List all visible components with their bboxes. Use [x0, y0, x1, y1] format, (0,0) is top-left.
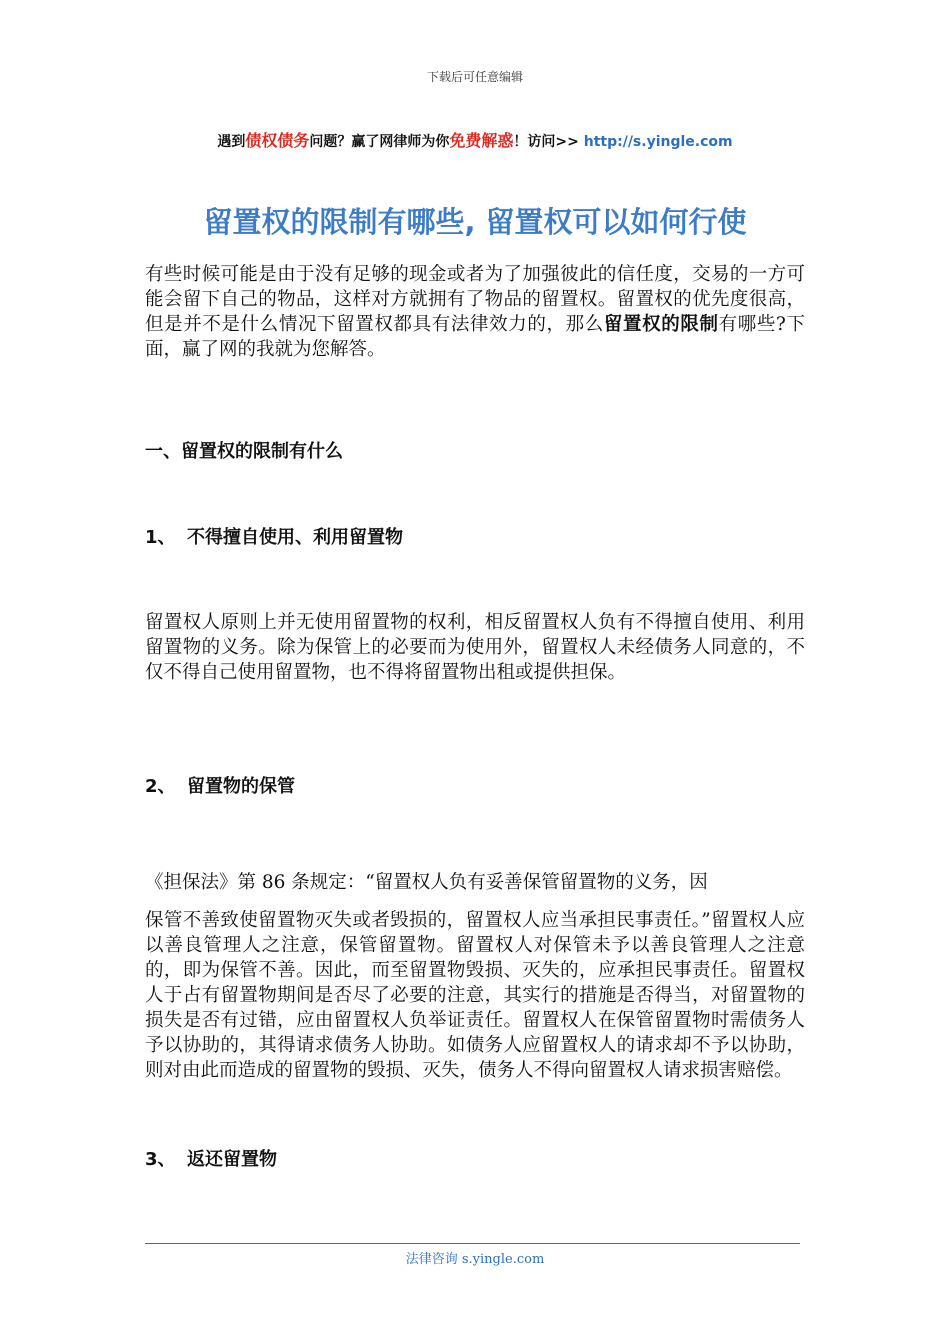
- item-heading-1: [145, 523, 403, 549]
- header-note: 下载后可任意编辑: [426, 70, 523, 84]
- footer-divider: [145, 1243, 800, 1244]
- promo-link[interactable]: http://s.yingle.com: [583, 134, 733, 150]
- item-title: 返还留置物: [187, 1149, 277, 1170]
- section-heading-1: 一、留置权的限制有什么: [145, 441, 343, 462]
- paragraph-text: 保管不善致使留置物灭失或者毁损的，留置权人应当承担民事责任。”留置权人应以善良管理人之注意，保管留置物。留置权人对保管未予以善良管理人之注意的，即为保管不善。因此，而至留置物毁损、灭失的，应承担民事责任。留置权人于占有留置物期间是否尽了必要的注意，其实行的措施是否得当，对留置物的损失是否有过错，应由留置权人负举证责任。留置权人在保管留置物时需债务人予以协助的，其得请求债务人协助。如债务人应留置权人的请求却不予以协助，则对由此而造成的留置物的毁损、灭失，债务人不得向留置权人请求损害赔偿。: [145, 910, 805, 1081]
- item-title: 不得擅自使用、利用留置物: [187, 527, 403, 548]
- intro-bold-term: 留置权的限制: [603, 314, 719, 335]
- item-number: 2、: [145, 776, 176, 797]
- paragraph-2-first-line: [145, 870, 805, 895]
- intro-text: 有哪些?下面，赢了网的我就为您解答。: [145, 314, 805, 360]
- document-title: 留置权的限制有哪些, 留置权可以如何行使: [203, 205, 747, 239]
- promo-banner: [0, 128, 950, 151]
- promo-highlight-debt: 债权债务: [245, 131, 310, 150]
- intro-text: 有些时候可能是由于没有足够的现金或者为了加强彼此的信任度，交易的一方可能会留下自己的物品，这样对方就拥有了物品的留置权。留置权的优先度很高，但是并不是什么情况下留置权都具有法律效力的，那么: [145, 264, 805, 335]
- footer-link[interactable]: 法律咨询 s.yingle.com: [405, 1252, 545, 1267]
- promo-text: 问题？赢了网律师为你: [309, 134, 450, 150]
- item-heading-3: [145, 1145, 277, 1171]
- paragraph-2: [145, 908, 805, 1083]
- item-number: 1、: [145, 527, 176, 548]
- intro-paragraph: [145, 262, 805, 362]
- item-number: 3、: [145, 1149, 176, 1170]
- promo-highlight-free: 免费解惑: [449, 131, 514, 150]
- paragraph-1: [145, 610, 805, 685]
- promo-text: ！访问>>: [513, 134, 584, 150]
- item-heading-2: [145, 772, 295, 798]
- paragraph-text: 《担保法》第 86 条规定：“留置权人负有妥善保管留置物的义务，因: [145, 872, 708, 893]
- promo-text: 遇到: [217, 134, 246, 150]
- paragraph-text: 留置权人原则上并无使用留置物的权利，相反留置权人负有不得擅自使用、利用留置物的义务。除为保管上的必要而为使用外，留置权人未经债务人同意的，不仅不得自己使用留置物，也不得将留置物出租或提供担保。: [145, 612, 805, 683]
- item-title: 留置物的保管: [187, 776, 295, 797]
